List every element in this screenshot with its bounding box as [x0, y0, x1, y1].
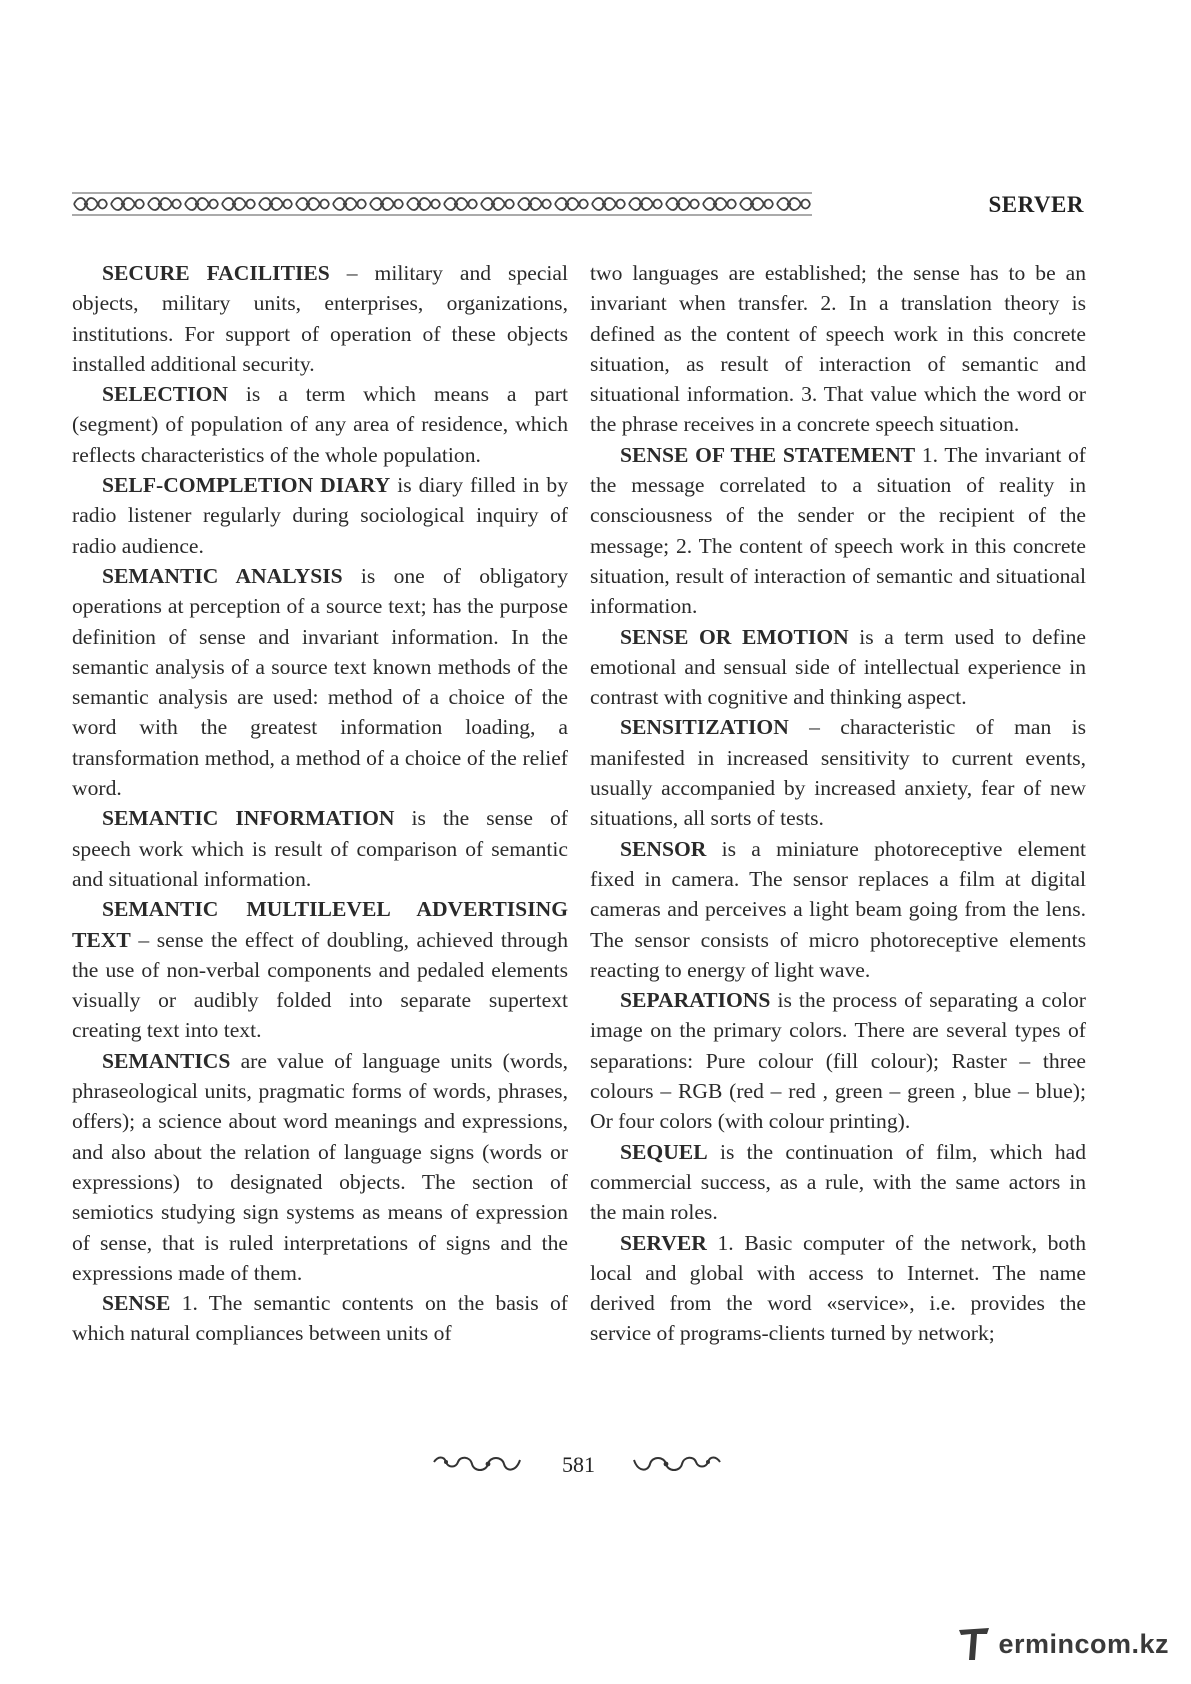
- dictionary-entry: [72, 894, 568, 1045]
- entry-definition: 1. The invariant of the message correlated to a situation of reality in consciousness of the sender or the recipient of the message; 2. The content of speech work in this concrete situation, result of interaction of semantic and situational information.: [590, 442, 1086, 619]
- entry-definition: is the sense of speech work which is result of comparison of semantic and situational information.: [72, 806, 568, 891]
- entry-definition: – characteristic of man is manifested in increased sensitivity to current events, usually accompanied by increased anxiety, fear of new situations, all sorts of tests.: [590, 715, 1086, 831]
- dictionary-entry: [590, 985, 1086, 1136]
- entry-term: SEMANTIC INFORMATION: [102, 806, 395, 831]
- dictionary-entry: [72, 803, 568, 894]
- entry-term: SERVER: [620, 1230, 707, 1255]
- entry-term: SENSOR: [620, 836, 707, 861]
- dictionary-entry: [590, 622, 1086, 713]
- dictionary-entry: [590, 1228, 1086, 1349]
- entry-term: SEPARATIONS: [620, 988, 771, 1013]
- dictionary-entry: [72, 1288, 568, 1349]
- dictionary-entry: [590, 834, 1086, 985]
- entry-term: SEMANTIC ANALYSIS: [102, 563, 343, 588]
- site-watermark: [949, 1622, 1169, 1662]
- entry-definition: – military and special objects, military units, enterprises, organizations, institutions. For support of operation of these objects installed additional security.: [72, 261, 569, 376]
- entry-continuation: two languages are established; the sense has to be an invariant when transfer. 2. In a translation theory is defined as the content of speech work in this concrete situation, as result of interaction of semantic and situational information. 3. That value which the word or the phrase receives in a concrete speech situation.: [590, 261, 1086, 437]
- logo-t-icon: [957, 1624, 991, 1662]
- entry-definition: 1. The semantic contents on the basis of which natural compliances between units of: [72, 1291, 568, 1346]
- entry-definition: is diary filled in by radio listener regularly during sociological inquiry of radio audience.: [72, 473, 568, 558]
- page-footer: [0, 1448, 1191, 1482]
- page-header: [72, 188, 1084, 228]
- entry-definition: – sense the effect of doubling, achieved through the use of non-verbal components and pedaled elements visually or audibly folded into separate supertext creating text into text.: [72, 927, 568, 1043]
- entry-term: SEMANTIC MULTILEVEL ADVERTISING TEXT: [72, 897, 568, 952]
- entry-definition: is the continuation of film, which had commercial success, as a rule, with the same actors in the main roles.: [590, 1139, 1086, 1225]
- dictionary-entry: [72, 379, 568, 470]
- watermark-text: ermincom.kz: [998, 1629, 1169, 1659]
- running-head: SERVER: [988, 192, 1084, 217]
- left-flourish-icon: [430, 1452, 522, 1478]
- entry-term: SENSE OF THE STATEMENT: [620, 442, 916, 467]
- entry-term: SEQUEL: [620, 1139, 708, 1164]
- entry-definition: are value of language units (words, phraseological units, pragmatic forms of words, phrases, offers); a science about word meanings and expressions, and also about the relation of language signs (words or expressions) to designated objects. The section of semiotics studying sign systems as means of expression of sense, that is ruled interpretations of signs and the expressions made of them.: [72, 1048, 568, 1285]
- ornamental-border-icon: [72, 192, 812, 216]
- right-flourish-icon: [632, 1452, 724, 1478]
- dictionary-entry: [590, 1137, 1086, 1228]
- entry-definition: is the process of separating a color image on the primary colors. There are several types of separations: Pure colour (fill colour); Raster – three colours – RGB (red – red , green – green , blue – blue); Or four colors (with colour printing).: [590, 988, 1086, 1134]
- entry-term: SENSE OR EMOTION: [620, 624, 849, 649]
- entry-term: SENSE: [102, 1291, 171, 1316]
- entry-definition: is a term which means a part (segment) of population of any area of residence, which reflects characteristics of the whole population.: [72, 382, 568, 467]
- dictionary-entry: [590, 712, 1086, 833]
- dictionary-entry: [72, 258, 568, 379]
- dictionary-entry: [72, 561, 568, 803]
- right-column: [590, 258, 1086, 1349]
- entry-definition: is a miniature photoreceptive element fixed in camera. The sensor replaces a film at digital cameras and perceives a light beam going from the lens. The sensor consists of micro photoreceptive elements reacting to energy of light wave.: [590, 836, 1086, 982]
- entry-definition: is one of obligatory operations at perception of a source text; has the purpose definition of sense and invariant information. In the semantic analysis of a source text known methods of the semantic analysis are used: method of a choice of the word with the greatest information loading, a transformation method, a method of a choice of the relief word.: [72, 563, 569, 801]
- entry-definition: 1. Basic computer of the network, both local and global with access to Internet. The name derived from the word «service», i.e. provides the service of programs-clients turned by network;: [590, 1230, 1086, 1346]
- entry-term: SECURE FACILITIES: [102, 261, 330, 285]
- left-column: [72, 258, 568, 1349]
- dictionary-entry: [72, 470, 568, 561]
- entry-term: SELF-COMPLETION DIARY: [102, 473, 391, 498]
- entry-term: SEMANTICS: [102, 1048, 231, 1073]
- entry-term: SELECTION: [102, 382, 229, 407]
- dictionary-entry: [590, 440, 1086, 622]
- entry-term: SENSITIZATION: [620, 715, 789, 740]
- dictionary-entry: [72, 1046, 568, 1288]
- entry-definition: is a term used to define emotional and sensual side of intellectual experience in contrast with cognitive and thinking aspect.: [590, 624, 1086, 710]
- page-number: 581: [562, 1452, 595, 1477]
